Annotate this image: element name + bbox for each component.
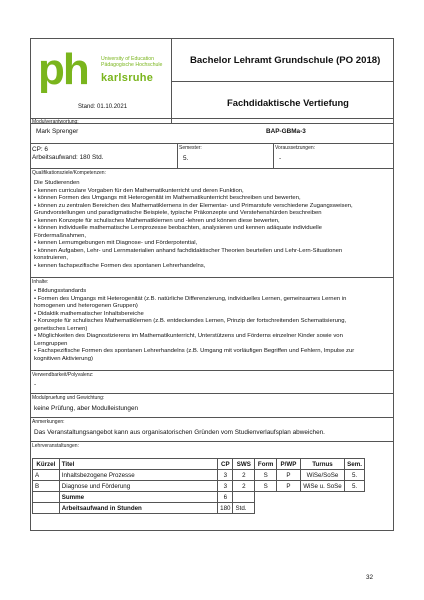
cell-sws: 2 — [233, 481, 255, 492]
col-cp: CP — [218, 459, 233, 470]
modulverantwortung-label: Modulverantwortung: — [32, 119, 79, 125]
cell-empty — [33, 492, 60, 503]
module-title: Fachdidaktische Vertiefung — [227, 97, 349, 108]
voraussetzungen-label: Voraussetzungen: — [275, 145, 316, 151]
cell-empty — [33, 503, 60, 514]
summe-cp: 6 — [218, 492, 233, 503]
list-item: • kennen fachspezifische Formen des spontanen Lehrerhandelns, — [34, 262, 206, 269]
voraussetzungen-value: - — [279, 155, 282, 162]
cell-pwp: P — [277, 470, 301, 481]
cell-form: S — [255, 481, 277, 492]
logo-ph-mark: ph — [38, 45, 88, 94]
anmerkungen-label: Anmerkungen: — [32, 419, 65, 425]
verwendbarkeit-value: - — [34, 381, 37, 388]
list-item: • kennen curriculare Vorgaben für den Mathematikunterricht und deren Funktion, — [34, 187, 244, 194]
cp-value: CP: 6 — [32, 146, 48, 153]
logo-line-2: Pädagogische Hochschule — [101, 62, 163, 68]
list-item: • Bildungsstandards — [34, 288, 87, 294]
cell-sem: 5. — [345, 481, 365, 492]
col-turnus: Turnus — [300, 459, 344, 470]
pruefung-label: Modulpruefung und Gewichtung: — [32, 395, 105, 401]
pruefung-value: keine Prüfung, aber Modulleistungen — [34, 405, 139, 412]
cell-empty — [233, 492, 255, 503]
cell-sem: 5. — [345, 470, 365, 481]
list-item: genetisches Lernen) — [34, 325, 88, 332]
list-item: Die Studierenden — [34, 180, 80, 186]
aufwand-label: Arbeitsaufwand in Stunden — [59, 503, 217, 514]
list-item: • Möglichkeiten des Diagnostizierens im Mathematikunterricht, Unterstützens und Förderns einzelner Kinder sowie von — [34, 333, 343, 339]
list-item: • können Aufgaben, Lehr- und Lernmaterialien anhand fachdidaktischer Theorien beurteilen und Lehr-Lern-Situationen — [34, 247, 343, 254]
table-row — [33, 470, 365, 481]
cell-pwp: P — [277, 481, 301, 492]
cell-cp: 3 — [218, 470, 233, 481]
module-code: BAP-GBMa-3 — [266, 128, 306, 135]
list-item: homogenen und heterogenen Gruppen) — [34, 303, 138, 309]
list-item: • können Formen des Umgangs mit Heterogenität im Mathematikunterricht beschreiben und bewerten, — [34, 195, 301, 201]
col-kuerzel: Kürzel — [33, 459, 60, 470]
semester-value: 5. — [183, 155, 189, 162]
logo-city: karlsruhe — [101, 72, 154, 84]
col-sws: SWS — [233, 459, 255, 470]
col-form: Form — [255, 459, 277, 470]
logo-line-1: University of Education — [101, 56, 155, 62]
cell-titel: Inhaltsbezogene Prozesse — [59, 470, 217, 481]
cell-turnus: WiSe/SoSe — [300, 470, 344, 481]
aufwand-row — [33, 503, 365, 514]
cell-form: S — [255, 470, 277, 481]
list-item: • Didaktik mathematischer Inhaltsbereiche — [34, 310, 144, 317]
col-titel: Titel — [59, 459, 217, 470]
summe-row — [33, 492, 365, 503]
modulverantwortung-value: Mark Sprenger — [36, 128, 79, 135]
table-header-row — [33, 459, 365, 470]
page-number: 32 — [366, 574, 374, 581]
qualifikationsziele-label: Qualifikationsziele/Kompetenzen: — [32, 170, 106, 176]
col-sem: Sem. — [345, 459, 365, 470]
aufwand-value: 180 — [218, 503, 233, 514]
verwendbarkeit-label: Verwendbarkeit/Polyvalenz: — [32, 372, 94, 378]
list-item: • Fachspezifische Formen des spontanen Lehrerhandelns (z.B. Umgang mit vorläufigen Begriffen und Fehlern, Impulse zur — [34, 348, 355, 354]
list-item: kognitiven Aktivierung) — [34, 355, 93, 362]
summe-label: Summe — [59, 492, 217, 503]
list-item: konstruieren, — [34, 255, 69, 261]
col-pwp: P/WP — [277, 459, 301, 470]
list-item: • kennen Konzepte für schulisches Mathematiklernen und -lehren und können diese bewerten, — [34, 217, 280, 224]
program-title: Bachelor Lehramt Grundschule (PO 2018) — [190, 55, 381, 66]
header-mid-line — [171, 81, 394, 82]
cell-cp: 3 — [218, 481, 233, 492]
aufwand-unit: Std. — [233, 503, 255, 514]
list-item: • Konzepte für schulisches Mathematiklernen (z.B. entdeckendes Lernen, Prinzip der fortschreitenden Schematisierung, — [34, 318, 347, 324]
list-item: • können zu zentralen Bereichen des Mathematiklernens in der Elementar- und Primarstufe verschiedene Zugangsweisen, — [34, 202, 353, 209]
cell-titel: Diagnose und Förderung — [59, 481, 217, 492]
anmerkungen-value: Das Veranstaltungsangebot kann aus organisatorischen Gründen vom Studienverlaufsplan abweichen. — [34, 429, 325, 436]
list-item: • Formen des Umgangs mit Heterogenität (z.B. natürliche Differenzierung, individuelles Lernen, gemeinsames Lernen in — [34, 295, 347, 302]
lehrveranstaltungen-table — [32, 458, 365, 514]
arbeitsaufwand-value: Arbeitsaufwand: 180 Std. — [32, 154, 104, 161]
inhalte-list — [34, 288, 354, 363]
cell-kuerzel: B — [33, 481, 60, 492]
stand-date: Stand: 01.10.2021 — [78, 104, 128, 110]
semester-label: Semester: — [179, 145, 202, 151]
cell-turnus: WiSe u. SoSe — [300, 481, 344, 492]
list-item: • können individuelle mathematische Lernprozesse beobachten, analysieren und kennen adäquate individuelle — [34, 225, 322, 231]
list-item: Lerngruppen — [34, 340, 68, 347]
cp-divider-1 — [177, 143, 178, 169]
cp-divider-2 — [273, 143, 274, 169]
table-row — [33, 481, 365, 492]
list-item: Grundvorstellungen und paradigmatische Beispiele, typische Präkonzepte und Verstehenshürden beschreiben — [34, 210, 322, 216]
cell-kuerzel: A — [33, 470, 60, 481]
list-item: Fördermaßnahmen, — [34, 232, 87, 239]
modulverantwortung-row — [30, 118, 394, 144]
qualifikationsziele-list — [34, 180, 353, 270]
inhalte-label: Inhalte: — [32, 279, 49, 285]
cell-sws: 2 — [233, 470, 255, 481]
lehrveranstaltungen-label: Lehrveranstaltungen: — [32, 443, 79, 449]
list-item: • kennen Lernumgebungen mit Diagnose- und Förderpotential, — [34, 240, 198, 246]
